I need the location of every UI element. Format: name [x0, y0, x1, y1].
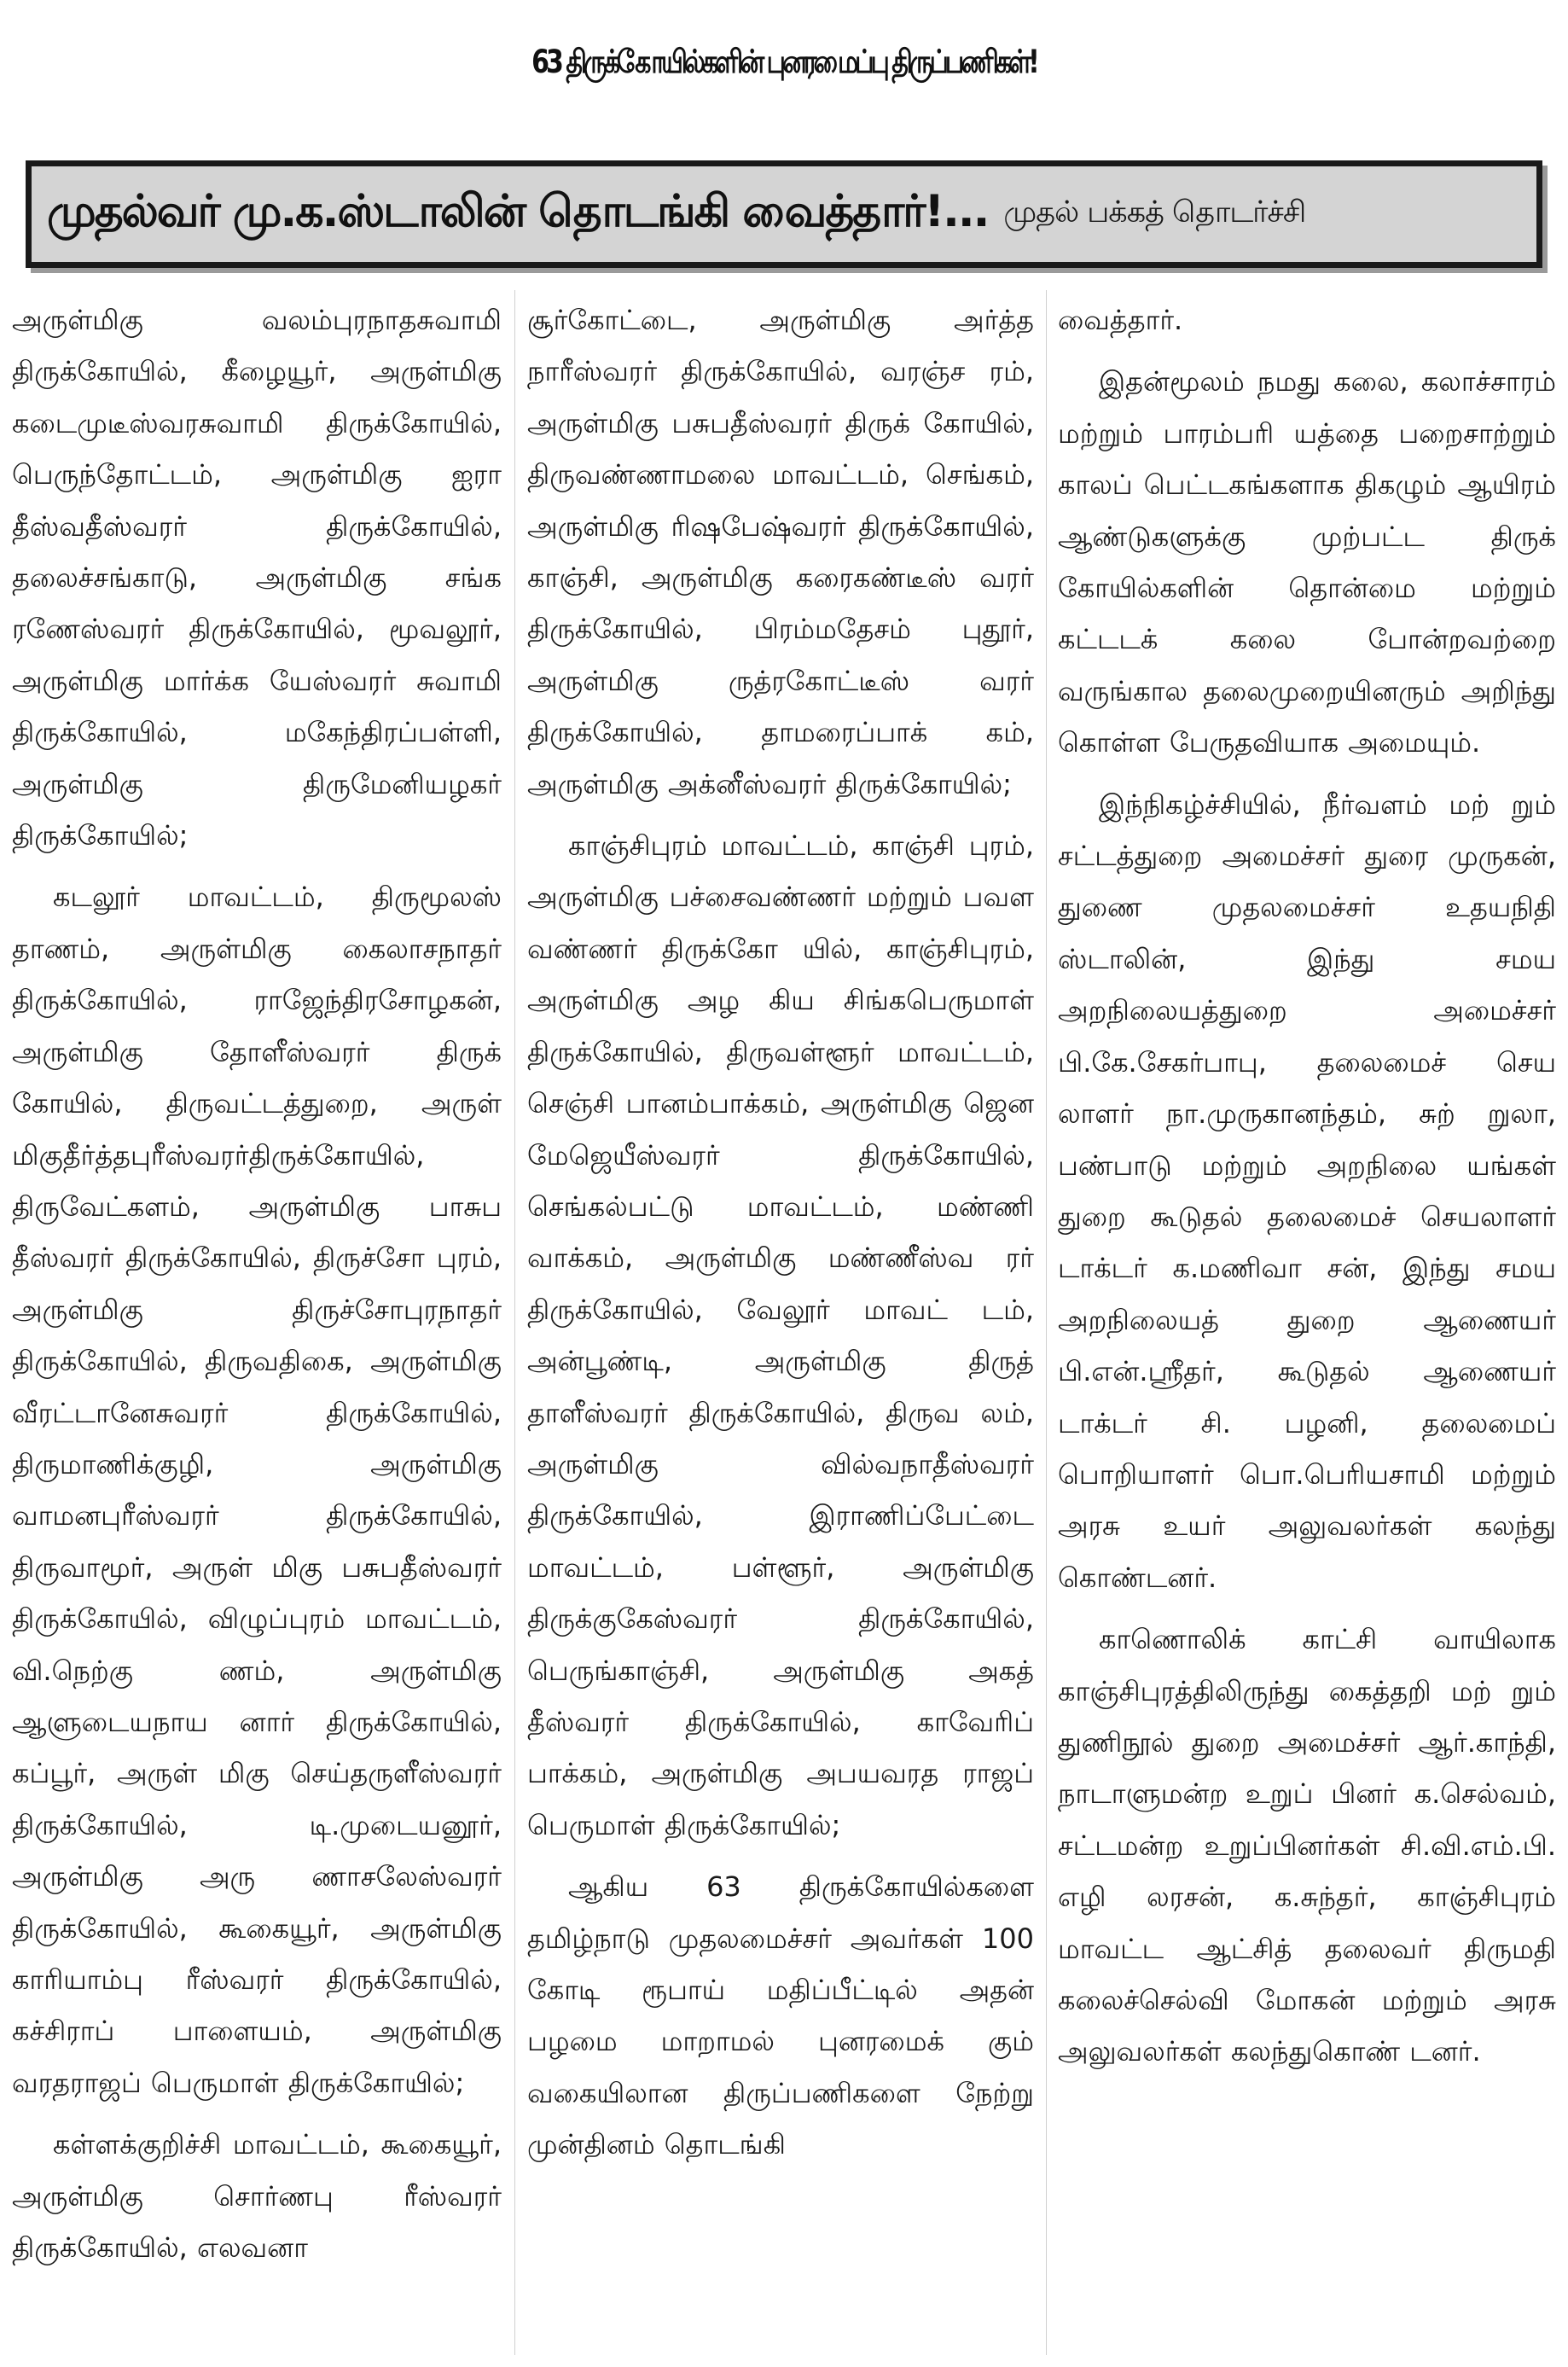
article-paragraph: இந்நிகழ்ச்சியில், நீர்வளம் மற் றும் சட்டத்துறை அமைச்சர் துரை முருகன், துணை முதலமைச்சர் உதயநிதி ஸ்டாலின், இந்து சமய அறநிலையத்துறை அமைச்சர் பி.கே.சேகர்பாபு, தலைமைச் செய லாளர் நா.முருகானந்தம், சுற் றுலா, பண்பாடு மற்றும் அறநிலை யங்கள் துறை கூடுதல் தலைமைச் செயலாளர் டாக்டர் க.மணிவா சன், இந்து சமய அறநிலையத் துறை ஆணையர் பி.என்.ஸ்ரீதர், கூடுதல் ஆணையர் டாக்டர் சி. பழனி, தலைமைப் பொறியாளர் பொ.பெரியசாமி மற்றும் அரசு உயர் அலுவலர்கள் கலந்து கொண்டனர். — [1058, 788, 1556, 1594]
column-divider — [514, 290, 515, 2355]
article-paragraph: கள்ளக்குறிச்சி மாவட்டம், கூகையூர், அருள்மிகு சொர்ணபு ரீஸ்வரர் திருக்கோயில், எலவனா — [12, 2128, 502, 2265]
article-paragraph: வைத்தார். — [1058, 304, 1183, 336]
article-paragraph: காணொலிக் காட்சி வாயிலாக காஞ்சிபுரத்திலிருந்து கைத்தறி மற் றும் துணிநூல் துறை அமைச்சர் ஆர்.காந்தி, நாடாளுமன்ற உறுப் பினர் க.செல்வம், சட்டமன்ற உறுப்பினர்கள் சி.வி.எம்.பி. எழி லரசன், க.சுந்தர், காஞ்சிபுரம் மாவட்ட ஆட்சித் தலைவர் திருமதி கலைச்செல்வி மோகன் மற்றும் அரசு அலுவலர்கள் கலந்துகொண் டனர். — [1058, 1623, 1556, 2068]
article-paragraph: அருள்மிகு வலம்புரநாதசுவாமி திருக்கோயில், கீழையூர், அருள்மிகு கடைமுடீஸ்வரசுவாமி திருக்கோயில், பெருந்தோட்டம், அருள்மிகு ஐரா தீஸ்வதீஸ்வரர் திருக்கோயில், தலைச்சங்காடு, அருள்மிகு சங்க ரணேஸ்வரர் திருக்கோயில், மூவலூர், அருள்மிகு மார்க்க யேஸ்வரர் சுவாமி திருக்கோயில், மகேந்திரப்பள்ளி, அருள்மிகு திருமேனியழகர் திருக்கோயில்; — [12, 304, 502, 852]
column-divider — [1046, 290, 1047, 2355]
article-paragraph: சூர்கோட்டை, அருள்மிகு அர்த்த நாரீஸ்வரர் திருக்கோயில், வரஞ்ச ரம், அருள்மிகு பசுபதீஸ்வரர் திருக் கோயில், திருவண்ணாமலை மாவட்டம், செங்கம், அருள்மிகு ரிஷபேஷ்வரர் திருக்கோயில், காஞ்சி, அருள்மிகு கரைகண்டீஸ் வரர் திருக்கோயில், பிரம்மதேசம் புதூர், அருள்மிகு ருத்ரகோட்டீஸ் வரர் திருக்கோயில், தாமரைப்பாக் கம், அருள்மிகு அக்னீஸ்வரர் திருக்கோயில்; — [527, 304, 1034, 800]
subheadline-main: முதல்வர் மு.க.ஸ்டாலின் தொடங்கி வைத்தார்!... — [47, 185, 989, 237]
article-paragraph: ஆகிய 63 திருக்கோயில்களை தமிழ்நாடு முதலமைச்சர் அவர்கள் 100 கோடி ரூபாய் மதிப்பீட்டில் அதன் பழமை மாறாமல் புனரமைக் கும் வகையிலான திருப்பணிகளை நேற்று முன்தினம் தொடங்கி — [527, 1870, 1034, 2161]
article-column-3 — [1058, 294, 1556, 2359]
article-column-2 — [527, 294, 1034, 2359]
article-paragraph: கடலூர் மாவட்டம், திருமூலஸ் தாணம், அருள்மிகு கைலாசநாதர் திருக்கோயில், ராஜேந்திரசோழகன், அருள்மிகு தோளீஸ்வரர் திருக் கோயில், திருவட்டத்துறை, அருள் மிகுதீர்த்தபுரீஸ்வரர்திருக்கோயில், திருவேட்களம், அருள்மிகு பாசுப தீஸ்வரர் திருக்கோயில், திருச்சோ புரம், அருள்மிகு திருச்சோபுரநாதர் திருக்கோயில், திருவதிகை, அருள்மிகு வீரட்டானேசுவரர் திருக்கோயில், திருமாணிக்குழி, அருள்மிகு வாமனபுரீஸ்வரர் திருக்கோயில், திருவாமூர், அருள் மிகு பசுபதீஸ்வரர் திருக்கோயில், விழுப்புரம் மாவட்டம், வி.நெற்கு ணம், அருள்மிகு ஆளுடையநாய னார் திருக்கோயில், கப்பூர், அருள் மிகு செய்தருளீஸ்வரர் திருக்கோயில், டி.முடையனூர், அருள்மிகு அரு ணாசலேஸ்வரர் திருக்கோயில், கூகையூர், அருள்மிகு காரியாம்பு ரீஸ்வரர் திருக்கோயில், கச்சிராப் பாளையம், அருள்மிகு வரதராஜப் பெருமாள் திருக்கோயில்; — [12, 881, 502, 2099]
continuation-label: முதல் பக்கத் தொடர்ச்சி — [1003, 195, 1306, 230]
headline: 63 திருக்கோயில்களின் புனரமைப்பு திருப்பணிகள்! — [531, 43, 1037, 81]
article-column-1 — [12, 294, 502, 2359]
article-paragraph: இதன்மூலம் நமது கலை, கலாச்சாரம் மற்றும் பாரம்பரி யத்தை பறைசாற்றும் காலப் பெட்டகங்களாக திகழும் ஆயிரம் ஆண்டுகளுக்கு முற்பட்ட திருக் கோயில்களின் தொன்மை மற்றும் கட்டடக் கலை போன்றவற்றை வருங்கால தலைமுறையினரும் அறிந்து கொள்ள பேருதவியாக அமையும். — [1058, 365, 1556, 759]
subheadline-box — [26, 160, 1542, 268]
article-paragraph: காஞ்சிபுரம் மாவட்டம், காஞ்சி புரம், அருள்மிகு பச்சைவண்ணர் மற்றும் பவள வண்ணர் திருக்கோ யில், காஞ்சிபுரம், அருள்மிகு அழ கிய சிங்கபெருமாள் திருக்கோயில், திருவள்ளூர் மாவட்டம், செஞ்சி பானம்பாக்கம், அருள்மிகு ஜென மேஜெயீஸ்வரர் திருக்கோயில், செங்கல்பட்டு மாவட்டம், மண்ணி வாக்கம், அருள்மிகு மண்ணீஸ்வ ரர் திருக்கோயில், வேலூர் மாவட் டம், அன்பூண்டி, அருள்மிகு திருத் தாளீஸ்வரர் திருக்கோயில், திருவ லம், அருள்மிகு வில்வநாதீஸ்வரர் திருக்கோயில், இராணிப்பேட்டை மாவட்டம், பள்ளூர், அருள்மிகு திருக்குகேஸ்வரர் திருக்கோயில், பெருங்காஞ்சி, அருள்மிகு அகத் தீஸ்வரர் திருக்கோயில், காவேரிப் பாக்கம், அருள்மிகு அபயவரத ராஜப் பெருமாள் திருக்கோயில்; — [527, 829, 1034, 1841]
